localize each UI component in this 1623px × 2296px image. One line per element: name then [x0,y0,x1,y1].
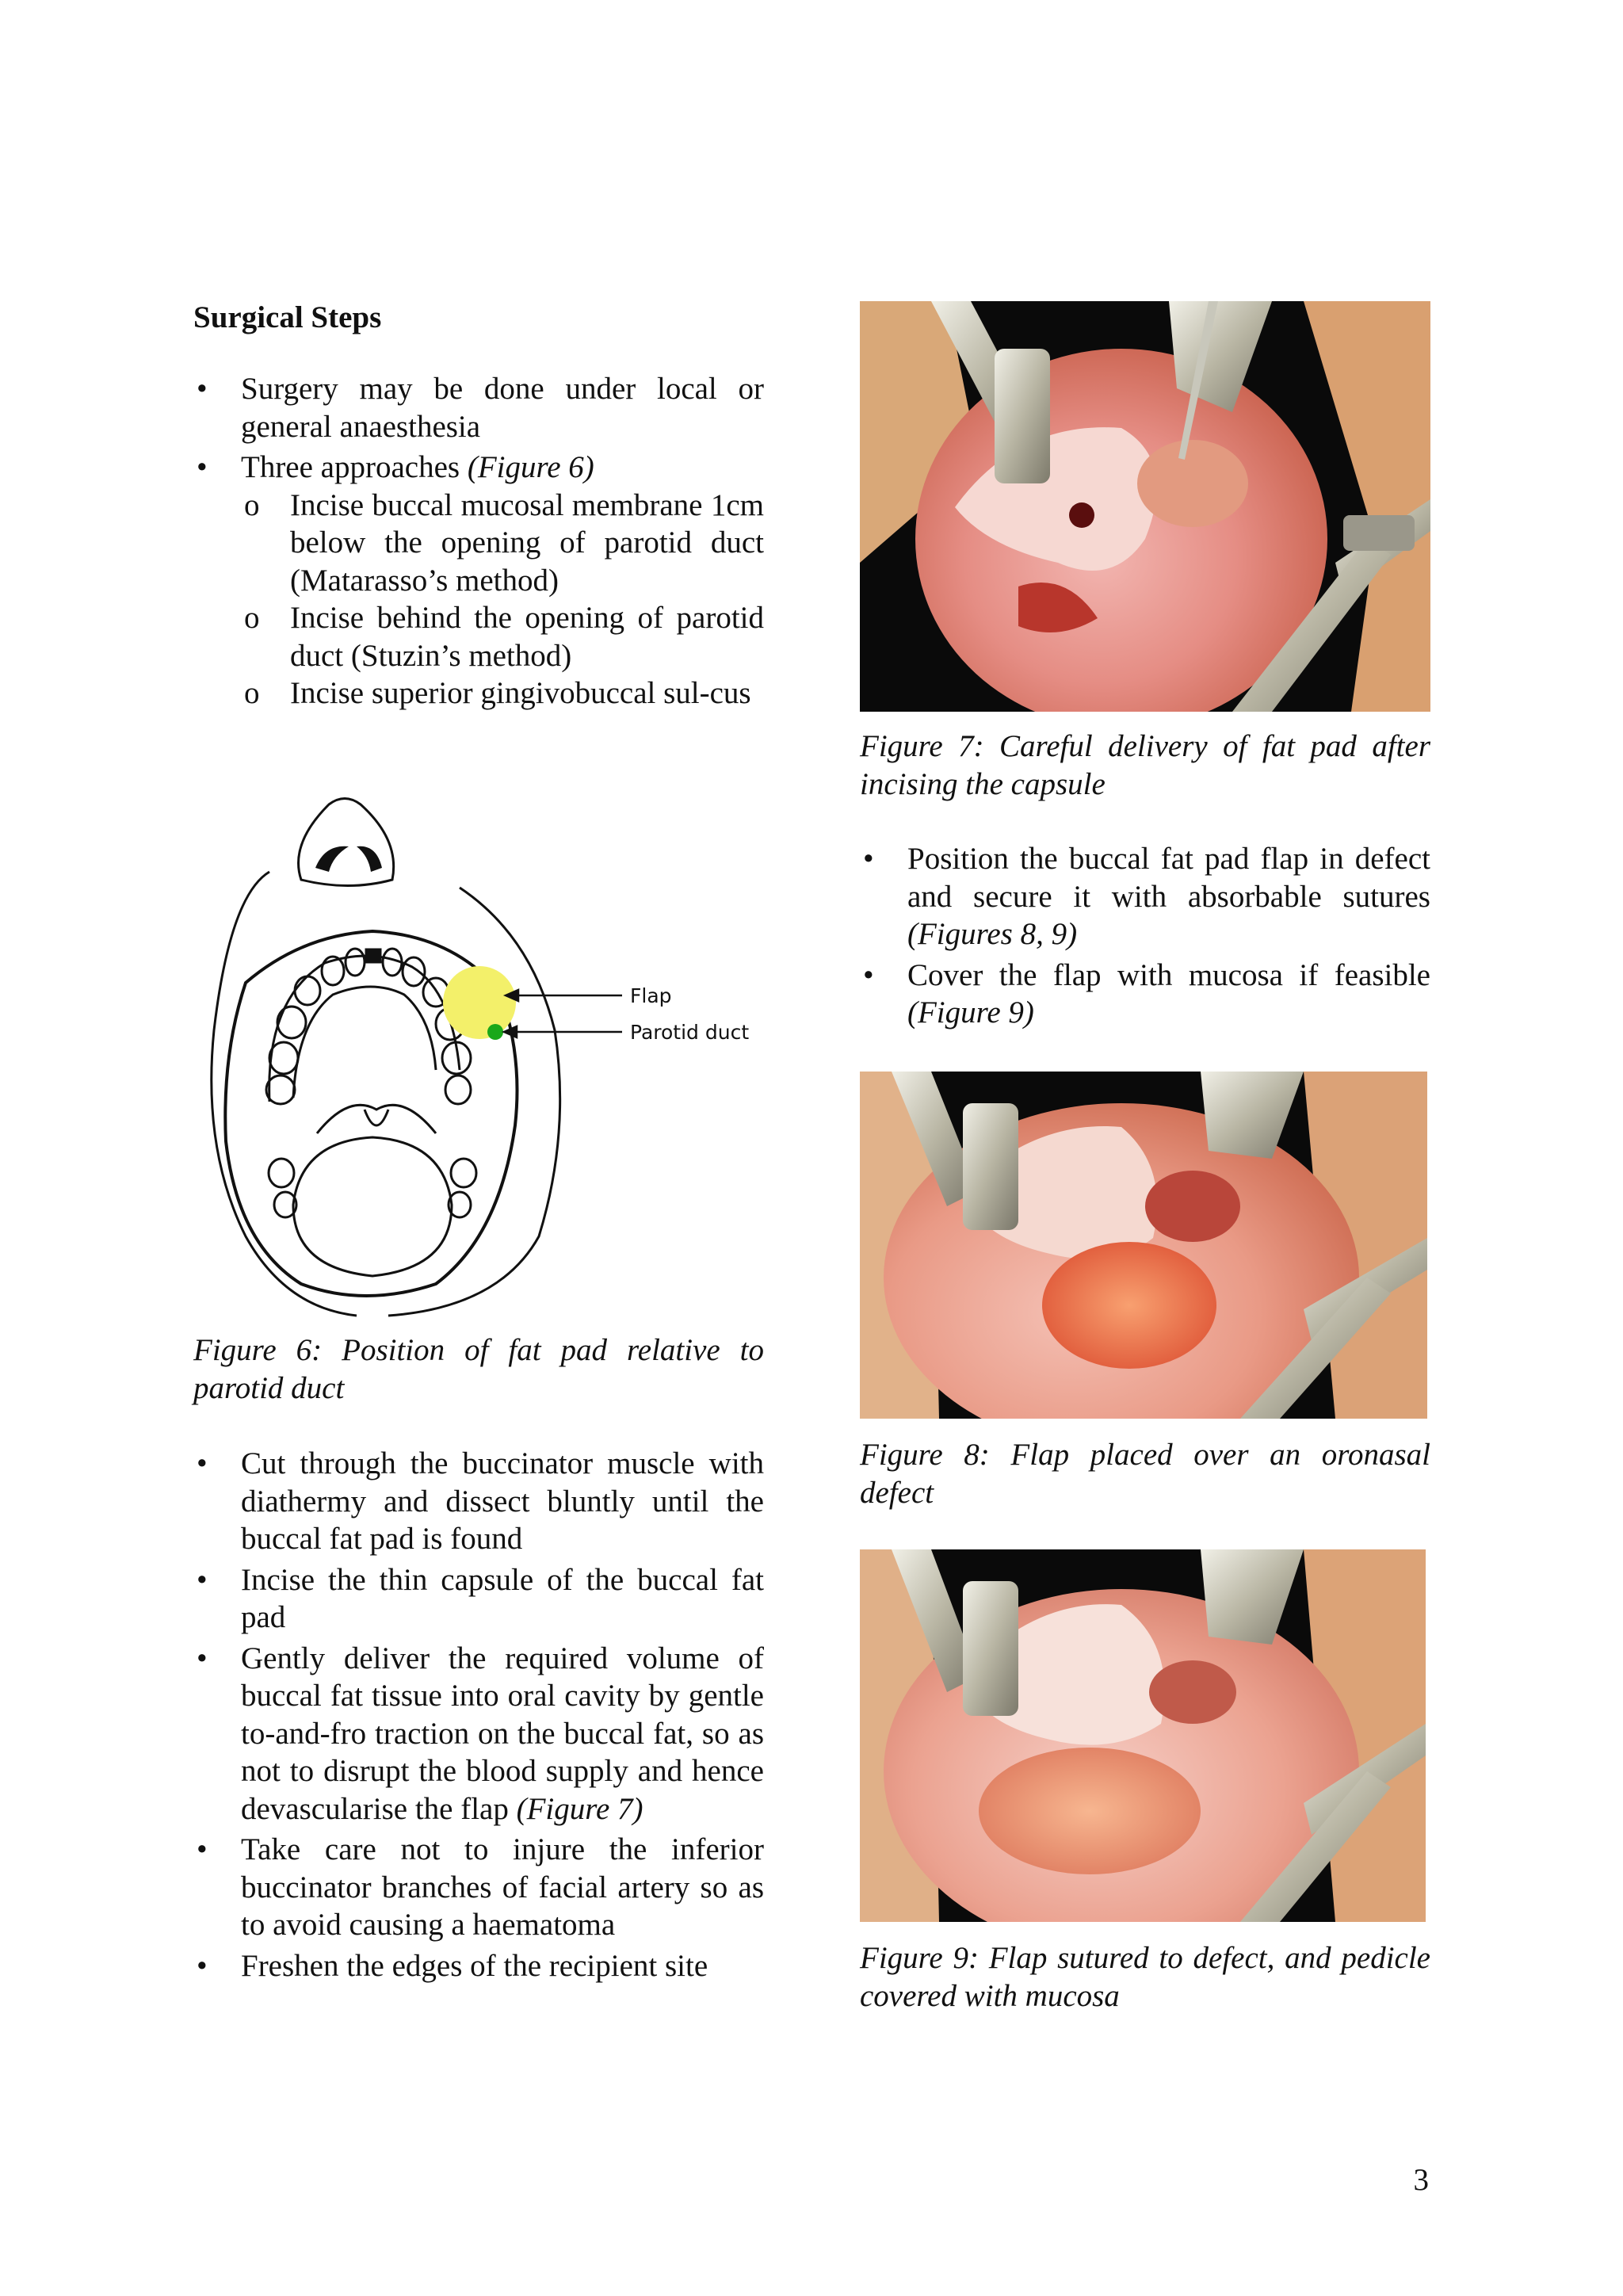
parotid-duct-marker [487,1024,503,1040]
left-lower-column [193,1445,764,1988]
figure-7-caption: Figure 7: Careful delivery of fat pad after incising the capsule [860,729,1430,801]
figure-6-caption-block [193,1331,764,1407]
approach-list [193,370,764,712]
figure-8-caption: Figure 8: Flap placed over an oronasal defect [860,1438,1430,1510]
list-item: • Cover the flap with mucosa if feasible (Figure 9) [860,957,1430,1032]
mouth-diagram [198,793,769,1324]
sub-list [241,487,764,712]
sub-list-item: o Incise behind the opening of parotid duct (Stuzin’s method) [241,599,764,674]
list-item: • Incise the thin capsule of the buccal fat pad [193,1561,764,1637]
left-column [193,297,764,716]
face-outline [212,872,357,1316]
sub-list-item: o Incise buccal mucosal membrane 1cm below the opening of parotid duct (Matarasso’s method) [241,487,764,600]
face-outline-right [388,888,560,1316]
sub-list-item: o Incise superior gingivobuccal sul-cus [241,674,764,712]
front-tooth-gap [366,949,380,962]
list-item: • Three approaches (Figure 6) o Incise buccal mucosal membrane 1cm below the opening of parotid duct (Matarasso’s method) o Incise behind the opening of parotid duct (Stuzin’s method) o Incise superior gingivobuccal sul-cus [193,449,764,712]
fat-pad-marker [443,966,516,1039]
flap-label: Flap [630,984,672,1007]
figure-7-caption-block [860,728,1430,803]
nostril-left [315,846,349,872]
figure-9-caption: Figure 9: Flap sutured to defect, and pedicle covered with mucosa [860,1941,1430,2013]
figure-reference: (Figure 6) [467,450,594,484]
figure-6-caption: Figure 6: Position of fat pad relative to parotid duct [193,1333,764,1405]
list-item: • Surgery may be done under local or general anaesthesia [193,370,764,445]
figure-8-photo [860,1072,1427,1419]
figure-9-caption-block [860,1939,1430,2015]
nostril-right [357,846,382,872]
section-heading: Surgical Steps [193,300,382,334]
figure-7-photo [860,301,1430,712]
list-item: • Gently deliver the required volume of buccal fat tissue into oral cavity by gentle to-and-fro traction on the buccal fat, so as not to disrupt the blood supply and hence devascularise the flap (Figure 7) [193,1640,764,1828]
nose-outline [299,799,394,886]
parotid-duct-label: Parotid duct [630,1021,750,1044]
right-list-block [860,840,1430,1035]
list-item: • Take care not to injure the inferior buccinator branches of facial artery so as to avoid causing a haematoma [193,1831,764,1944]
tongue [293,1137,452,1276]
figure-reference: (Figure 9) [907,995,1034,1030]
page-number: 3 [1413,2163,1429,2197]
soft-palate [317,1105,436,1133]
flap-list [860,840,1430,1032]
figure-8-caption-block [860,1436,1430,1511]
list-item: • Position the buccal fat pad flap in defect and secure it with absorbable sutures (Figures 8, 9) [860,840,1430,953]
figure-9-photo [860,1549,1426,1922]
list-item: • Freshen the edges of the recipient site [193,1947,764,1985]
uvula [365,1110,388,1125]
figure-reference: (Figures 8, 9) [907,917,1078,951]
list-item: • Cut through the buccinator muscle with diathermy and dissect bluntly until the buccal fat pad is found [193,1445,764,1558]
procedure-list [193,1445,764,1985]
figure-reference: (Figure 7) [516,1791,643,1826]
